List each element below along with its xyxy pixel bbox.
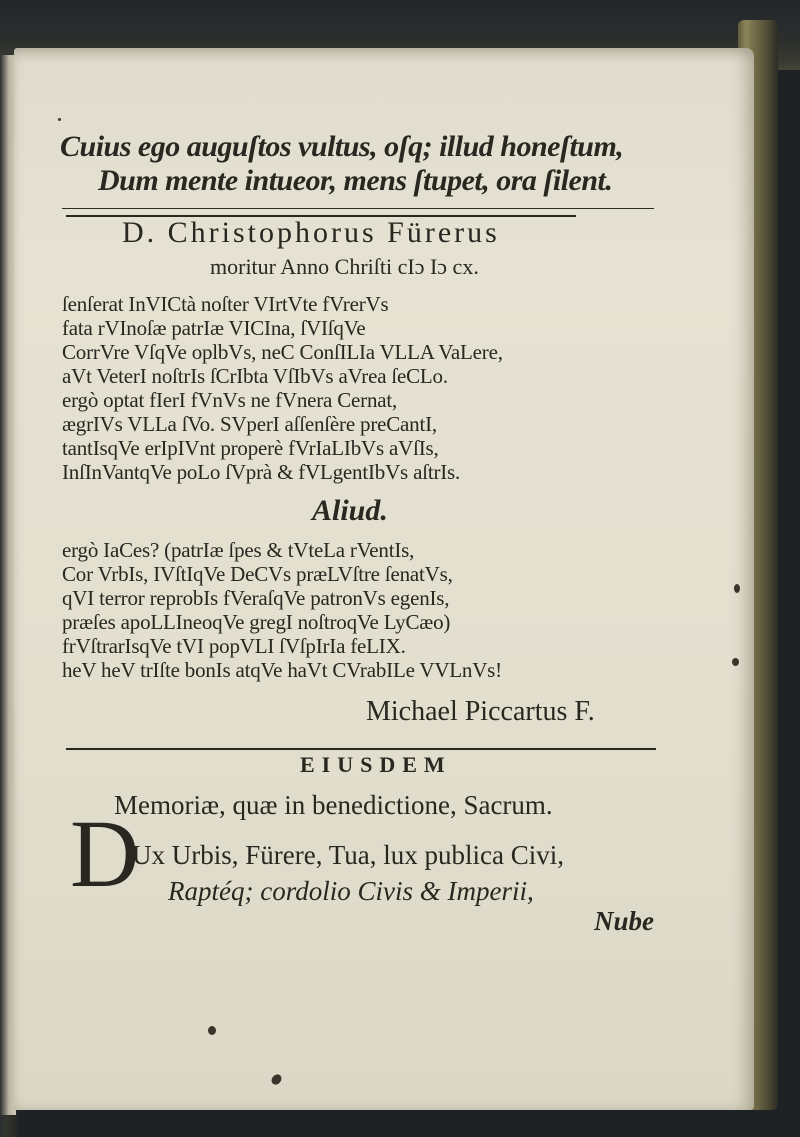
header-verse-line-2: Dum mente intueor, mens ſtupet, ora ſilent.	[98, 164, 613, 197]
chronogram-line: ægrIVs VLLa ſVo. SVperI aſſenſère preCantI,	[62, 412, 437, 436]
aliud-line: qVI terror reprobIs fVeraſqVe patronVs egenIs,	[62, 586, 450, 610]
chronogram-line: tantIsqVe erIpIVnt properè fVrIaLIbVs aVſIs,	[62, 436, 439, 460]
ink-speck	[270, 1072, 284, 1086]
chronogram-line: ſenſerat InVICtà noſter VIrtVte fVrerVs	[62, 292, 389, 316]
aliud-line: ergò IaCes? (patrIæ ſpes & tVteLa rVentIs,	[62, 538, 415, 562]
header-verse-line-1: Cuius ego auguſtos vultus, oſq; illud honeſtum,	[60, 130, 624, 163]
catchword: Nube	[594, 906, 654, 936]
poem-line-1: Ux Urbis, Fürere, Tua, lux publica Civi,	[132, 840, 564, 870]
signature: Michael Piccartus F.	[366, 696, 595, 727]
aliud-title: Aliud.	[312, 494, 388, 527]
aliud-line: Cor VrbIs, IVſtIqVe DeCVs præLVſtre ſenatVs,	[62, 562, 453, 586]
chronogram-line: CorrVre VſqVe oplbVs, neC ConſILIa VLLA VaLere,	[62, 340, 503, 364]
aliud-line: frVſtrarIsqVe tVI popVLI ſVſpIrIa feLIX.	[62, 634, 406, 658]
chronogram-line: InſInVantqVe poLo ſVprà & fVLgentIbVs aſtrIs.	[62, 460, 461, 484]
chronogram-line: aVt VeterI noſtrIs ſCrIbta VſIbVs aVrea ſeCLo.	[62, 364, 448, 388]
ink-speck	[734, 584, 740, 593]
chronogram-line: ergò optat fIerI fVnVs ne fVnera Cernat,	[62, 388, 398, 412]
section-rule	[66, 748, 656, 750]
ink-speck	[732, 658, 739, 666]
header-rule-upper	[62, 208, 654, 209]
poem-line-2: Raptéq; cordolio Civis & Imperii,	[168, 876, 534, 906]
book-page	[14, 48, 754, 1110]
ink-speck	[208, 1026, 216, 1035]
section-title: EIUSDEM	[300, 752, 452, 777]
section-subtitle: Memoriæ, quæ in benedictione, Sacrum.	[114, 790, 553, 820]
drop-capital: D	[70, 800, 140, 907]
chronogram-line: fata rVInoſæ patrIæ VICIna, ſVIſqVe	[62, 316, 366, 340]
heading-name: D. Christophorus Fürerus	[122, 216, 500, 249]
aliud-line: præſes apoLLIneoqVe gregI noſtroqVe LyCæo)	[62, 610, 451, 634]
heading-death: moritur Anno Chriſti cIɔ Iɔ cx.	[210, 254, 479, 279]
ink-speck	[58, 118, 61, 121]
aliud-line: heV heV trIſte bonIs atqVe haVt CVrabILe VVLnVs!	[62, 658, 502, 682]
